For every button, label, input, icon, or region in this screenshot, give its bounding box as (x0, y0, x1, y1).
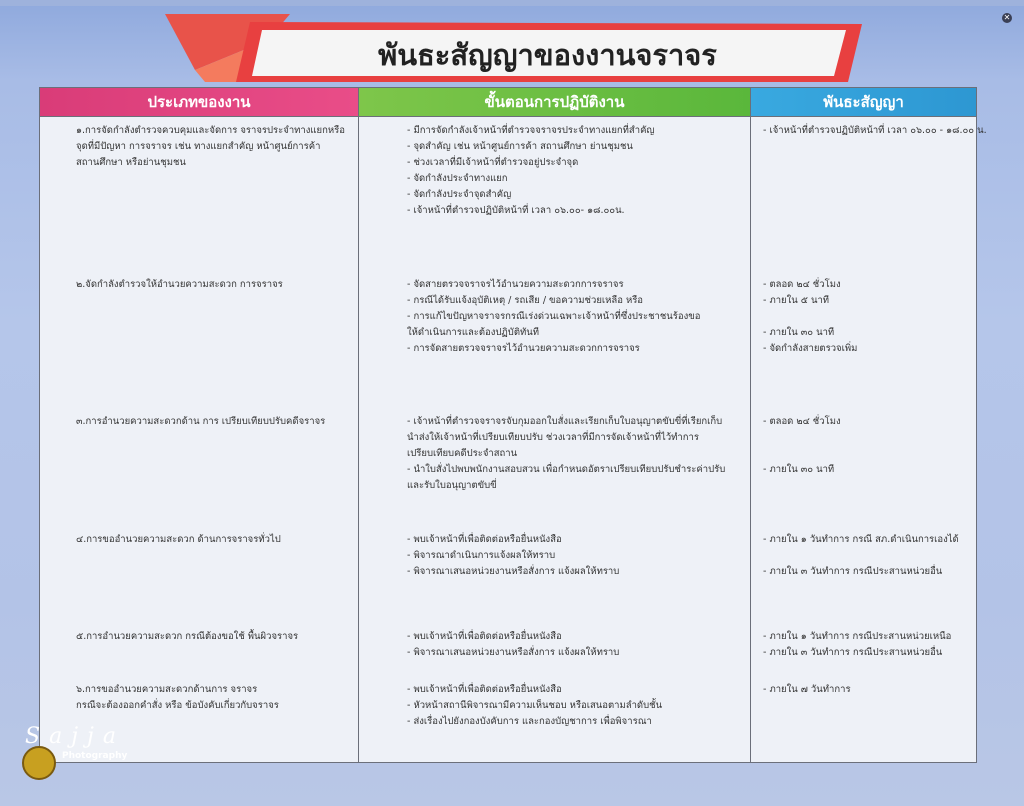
text-line: - ภายใน ๑ วันทำการ กรณีประสานหน่วยเหนือ (763, 631, 952, 642)
text-line: - ส่งเรื่องไปยังกองบังคับการ และกองบัญชาการ เพื่อพิจารณา (407, 716, 652, 727)
text-line: สถานศึกษา หรือย่านชุมชน (76, 157, 186, 168)
close-icon: ✕ (1003, 13, 1011, 22)
text-line: - จุดสำคัญ เช่น หน้าศูนย์การค้า สถานศึกษา ย่านชุมชน (407, 141, 633, 152)
text-line: ๕.การอำนวยความสะดวก กรณีต้องขอใช้ พื้นผิวจราจร (76, 631, 299, 642)
text-line: - มีการจัดกำลังเจ้าหน้าที่ตำรวจจราจรประจำทางแยกที่สำคัญ (407, 125, 655, 136)
row-2-task (76, 277, 283, 293)
text-line: - จัดสายตรวจจราจรไว้อำนวยความสะดวกการจราจร (407, 279, 624, 290)
row-6-task (76, 682, 279, 714)
text-line: - ช่วงเวลาที่มีเจ้าหน้าที่ตำรวจอยู่ประจำจุด (407, 157, 579, 168)
photographer-watermark (22, 724, 142, 774)
text-line: - เจ้าหน้าที่ตำรวจปฏิบัติหน้าที่ เวลา ๐๖.๐๐- ๑๘.๐๐น. (407, 205, 625, 216)
text-line: - หัวหน้าสถานีพิจารณามีความเห็นชอบ หรือเสนอตามลำดับชั้น (407, 700, 663, 711)
row-1-commitment (763, 123, 987, 139)
text-line: - ตลอด ๒๔ ชั่วโมง (763, 279, 841, 290)
text-line: ๖.การขออำนวยความสะดวกด้านการ จราจร (76, 684, 258, 695)
text-line: - พิจารณาเสนอหน่วยงานหรือสั่งการ แจ้งผลให้ทราบ (407, 647, 620, 658)
text-line: - เจ้าหน้าที่ตำรวจจราจรจับกุมออกใบสั่งและเรียกเก็บใบอนุญาตขับขี่ที่เรียกเก็บ (407, 416, 723, 427)
text-line (763, 430, 841, 446)
text-line: - ภายใน ๗ วันทำการ (763, 684, 851, 695)
text-line: - ตลอด ๒๔ ชั่วโมง (763, 416, 841, 427)
row-5-steps (407, 629, 619, 661)
text-line: - การจัดสายตรวจจราจรไว้อำนวยความสะดวกการจราจร (407, 343, 640, 354)
row-5-commitment (763, 629, 951, 661)
header-task-type: ประเภทของงาน (40, 88, 358, 117)
text-line: เปรียบเทียบคดีประจำสถาน (407, 448, 518, 459)
header-commitment: พันธะสัญญา (751, 88, 976, 117)
watermark-logo-icon (22, 746, 56, 780)
text-line: - กรณีได้รับแจ้งอุบัติเหตุ / รถเสีย / ขอความช่วยเหลือ หรือ (407, 295, 644, 306)
text-line: ๓.การอำนวยความสะดวกด้าน การ เปรียบเทียบปรับคดีจราจร (76, 416, 326, 427)
text-line: ให้ดำเนินการและต้องปฏิบัติทันที (407, 327, 540, 338)
row-2-steps (407, 277, 700, 357)
text-line: - พิจารณาเสนอหน่วยงานหรือสั่งการ แจ้งผลให้ทราบ (407, 566, 620, 577)
text-line: - ภายใน ๓๐ นาที (763, 327, 835, 338)
text-line: - พิจารณาดำเนินการแจ้งผลให้ทราบ (407, 550, 556, 561)
text-line: นำส่งให้เจ้าหน้าที่เปรียบเทียบปรับ ช่วงเวลาที่มีการจัดเจ้าหน้าที่ไว้ทำการ (407, 432, 699, 443)
row-4-commitment (763, 532, 959, 580)
text-line: - พบเจ้าหน้าที่เพื่อติดต่อหรือยื่นหนังสือ (407, 631, 562, 642)
row-2-commitment (763, 277, 857, 357)
commitment-table (39, 87, 987, 763)
text-line: จุดที่มีปัญหา การจราจร เช่น ทางแยกสำคัญ หน้าศูนย์การค้า (76, 141, 321, 152)
text-line: - นำใบสั่งไปพบพนักงานสอบสวน เพื่อกำหนดอัตราเปรียบเทียบปรับชำระค่าปรับ (407, 464, 726, 475)
text-line (763, 309, 857, 325)
header-procedure: ขั้นตอนการปฏิบัติงาน (359, 88, 750, 117)
row-1-steps (407, 123, 655, 219)
row-3-steps (407, 414, 725, 494)
text-line: ๔.การขออำนวยความสะดวก ด้านการจราจรทั่วไป (76, 534, 281, 545)
text-line: ๒.จัดกำลังตำรวจให้อำนวยความสะดวก การจราจร (76, 279, 283, 290)
page-title: พันธะสัญญาของงานจราจร (378, 38, 717, 72)
text-line: - ภายใน ๕ นาที (763, 295, 830, 306)
row-6-steps (407, 682, 662, 730)
watermark-subtitle: Photography (62, 751, 128, 761)
text-line (763, 446, 841, 462)
text-line: - พบเจ้าหน้าที่เพื่อติดต่อหรือยื่นหนังสือ (407, 534, 562, 545)
text-line: - ภายใน ๓ วันทำการ กรณีประสานหน่วยอื่น (763, 647, 943, 658)
text-line: - ภายใน ๓๐ นาที (763, 464, 835, 475)
text-line: - จัดกำลังประจำจุดสำคัญ (407, 189, 512, 200)
text-line: - จัดกำลังประจำทางแยก (407, 173, 508, 184)
row-4-task (76, 532, 281, 548)
text-line: - จัดกำลังสายตรวจเพิ่ม (763, 343, 858, 354)
text-line: กรณีจะต้องออกคำสั่ง หรือ ข้อบังคับเกี่ยวกับจราจร (76, 700, 279, 711)
row-4-steps (407, 532, 619, 580)
row-6-commitment (763, 682, 851, 698)
text-line: - พบเจ้าหน้าที่เพื่อติดต่อหรือยื่นหนังสือ (407, 684, 562, 695)
text-line: - ภายใน ๓ วันทำการ กรณีประสานหน่วยอื่น (763, 566, 943, 577)
watermark-name: Sajja (25, 724, 125, 749)
row-1-task (76, 123, 345, 171)
text-line: - เจ้าหน้าที่ตำรวจปฏิบัติหน้าที่ เวลา ๐๖.๐๐ - ๑๘.๐๐ น. (763, 125, 987, 136)
text-line: ๑.การจัดกำลังตำรวจควบคุมและจัดการ จราจรประจำทางแยกหรือ (76, 125, 345, 136)
row-3-commitment (763, 414, 841, 478)
text-line: และรับใบอนุญาตขับขี่ (407, 480, 497, 491)
text-line (763, 548, 959, 564)
row-5-task (76, 629, 298, 645)
row-3-task (76, 414, 325, 430)
text-line: - การแก้ไขปัญหาจราจรกรณีเร่งด่วนเฉพาะเจ้าหน้าที่ซึ่งประชาชนร้องขอ (407, 311, 701, 322)
text-line: - ภายใน ๑ วันทำการ กรณี สภ.ดำเนินการเองได้ (763, 534, 959, 545)
